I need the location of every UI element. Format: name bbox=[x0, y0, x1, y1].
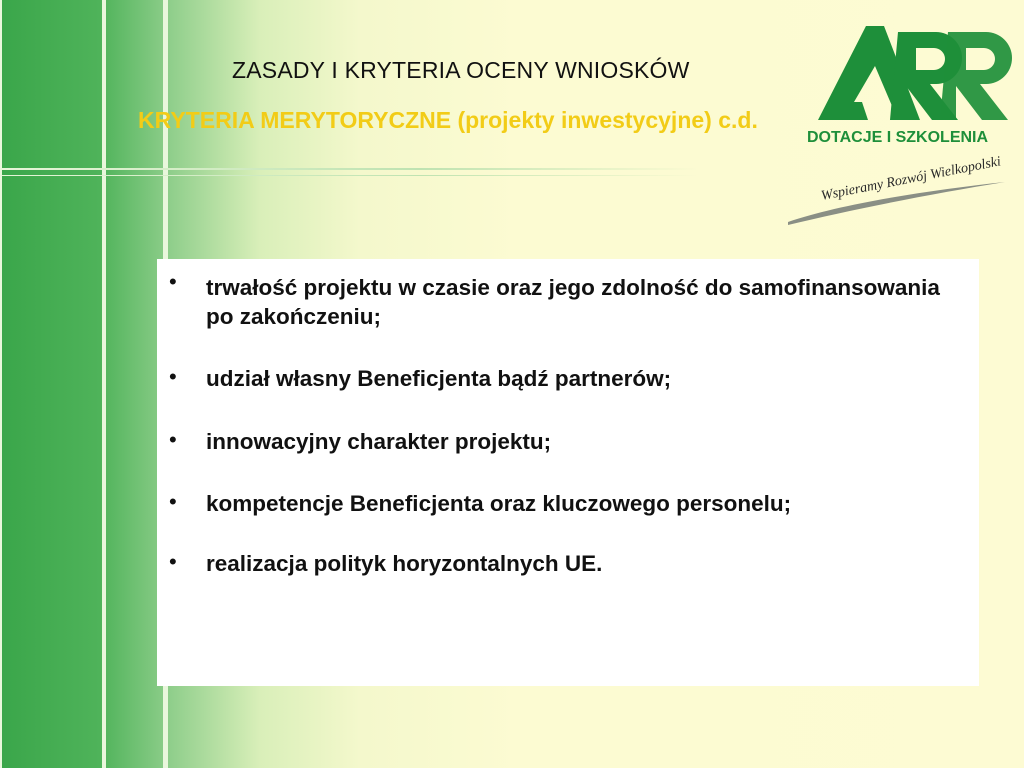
list-item bbox=[157, 362, 979, 392]
bullet-text: kompetencje Beneficjenta oraz kluczowego personelu; bbox=[206, 491, 792, 516]
left-stripe bbox=[102, 0, 106, 768]
slide-title: ZASADY I KRYTERIA OCENY WNIOSKÓW bbox=[232, 57, 690, 83]
bullet-text: trwałość projektu w czasie oraz jego zdolność do samofinansowania po zakończeniu; bbox=[206, 275, 940, 329]
bullet-marker: • bbox=[169, 489, 177, 514]
logo-tagline: Wspieramy Rozwój Wielkopolski bbox=[819, 154, 1003, 204]
left-stripe bbox=[0, 0, 2, 768]
bullet-text: realizacja polityk horyzontalnych UE. bbox=[206, 551, 603, 576]
bullet-marker: • bbox=[169, 269, 177, 294]
list-item bbox=[157, 267, 979, 327]
arr-logo bbox=[780, 22, 1020, 232]
bullet-marker: • bbox=[169, 364, 177, 389]
header-divider bbox=[0, 168, 700, 170]
list-item bbox=[157, 547, 979, 577]
bullet-text: innowacyjny charakter projektu; bbox=[206, 429, 552, 454]
list-item bbox=[157, 487, 979, 517]
content-panel bbox=[157, 259, 979, 686]
header-divider bbox=[0, 175, 700, 176]
bullet-marker: • bbox=[169, 549, 177, 574]
logo-text: DOTACJE I SZKOLENIA bbox=[807, 129, 989, 146]
list-item bbox=[157, 425, 979, 455]
bullet-marker: • bbox=[169, 427, 177, 452]
bullet-text: udział własny Beneficjenta bądź partnerów; bbox=[206, 366, 672, 391]
slide-subtitle: KRYTERIA MERYTORYCZNE (projekty inwestycyjne) c.d. bbox=[138, 107, 758, 133]
